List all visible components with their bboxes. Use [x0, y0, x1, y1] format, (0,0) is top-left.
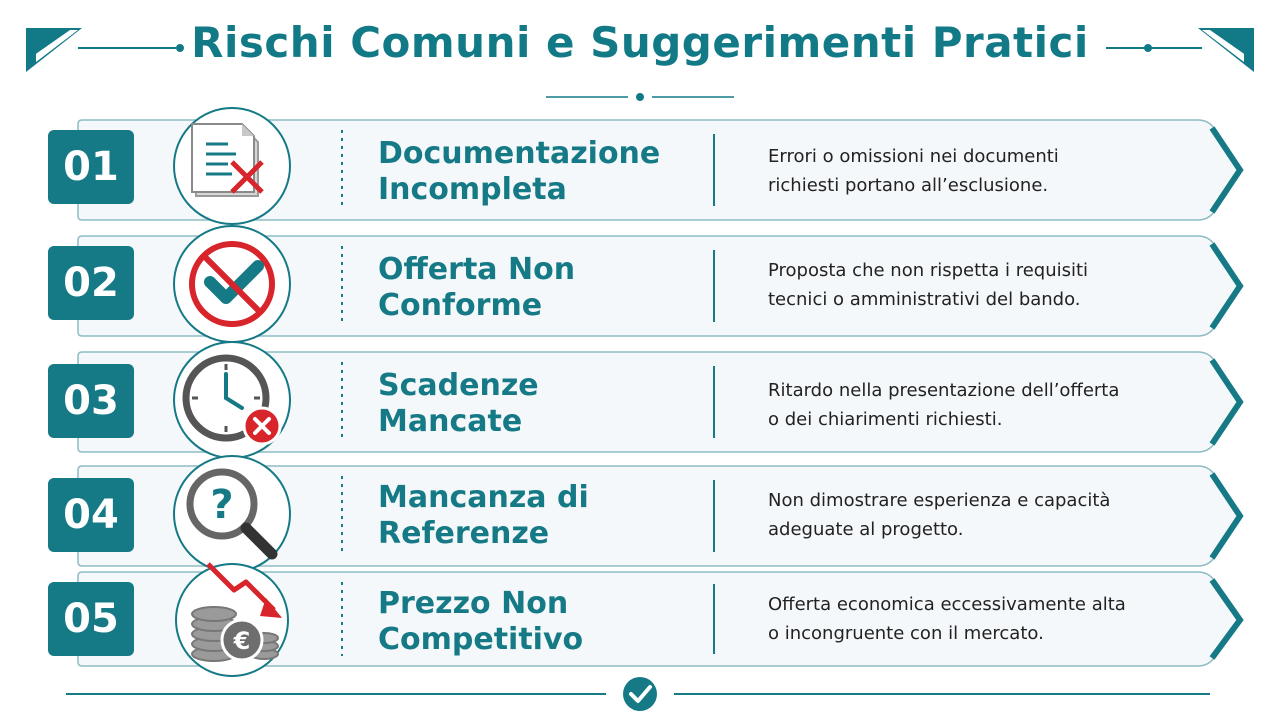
item-heading-line: Prezzo Non	[378, 586, 569, 621]
page-title: Rischi Comuni e Suggerimenti Pratici	[191, 18, 1089, 67]
item-heading	[378, 136, 678, 208]
euro-symbol: €	[233, 627, 251, 655]
item-heading	[378, 480, 678, 552]
item-number: 05	[48, 582, 134, 656]
risk-row	[48, 234, 1248, 334]
item-desc-line: Errori o omissioni nei documenti	[768, 146, 1059, 167]
item-desc-line: o dei chiarimenti richiesti.	[768, 409, 1003, 430]
item-heading-line: Conforme	[378, 288, 543, 323]
item-description	[768, 590, 1188, 648]
item-description	[768, 376, 1188, 434]
risk-row	[48, 570, 1248, 670]
document-x-icon	[162, 96, 302, 226]
item-heading	[378, 252, 678, 324]
item-desc-line: adeguate al progetto.	[768, 519, 964, 540]
item-desc-line: richiesti portano all’esclusione.	[768, 175, 1049, 196]
item-desc-line: Proposta che non rispetta i requisiti	[768, 260, 1089, 281]
item-heading-line: Competitivo	[378, 622, 584, 657]
item-heading-line: Incompleta	[378, 172, 567, 207]
prohibited-check-icon	[162, 218, 302, 348]
risk-row	[48, 118, 1248, 218]
item-desc-line: Ritardo nella presentazione dell’offerta	[768, 380, 1120, 401]
item-heading-line: Mancanza di	[378, 480, 589, 515]
item-description	[768, 486, 1188, 544]
item-desc-line: Non dimostrare esperienza e capacità	[768, 490, 1111, 511]
item-description	[768, 142, 1188, 200]
question-mark: ?	[210, 482, 234, 528]
item-number: 02	[48, 246, 134, 320]
item-number: 01	[48, 130, 134, 204]
item-desc-line: o incongruente con il mercato.	[768, 623, 1044, 644]
item-heading	[378, 368, 678, 440]
item-description	[768, 256, 1188, 314]
item-heading-line: Referenze	[378, 516, 550, 551]
footer-decoration	[0, 660, 1280, 720]
item-heading-line: Offerta Non	[378, 252, 576, 287]
clock-x-icon	[162, 334, 302, 464]
risk-row	[48, 350, 1248, 450]
item-heading	[378, 586, 678, 658]
item-desc-line: Offerta economica eccessivamente alta	[768, 594, 1126, 615]
risk-row	[48, 464, 1248, 564]
check-circle-icon	[623, 677, 657, 711]
item-number: 04	[48, 478, 134, 552]
item-heading-line: Documentazione	[378, 136, 661, 171]
item-heading-line: Mancate	[378, 404, 523, 439]
item-desc-line: tecnici o amministrativi del bando.	[768, 289, 1081, 310]
item-heading-line: Scadenze	[378, 368, 539, 403]
item-number: 03	[48, 364, 134, 438]
